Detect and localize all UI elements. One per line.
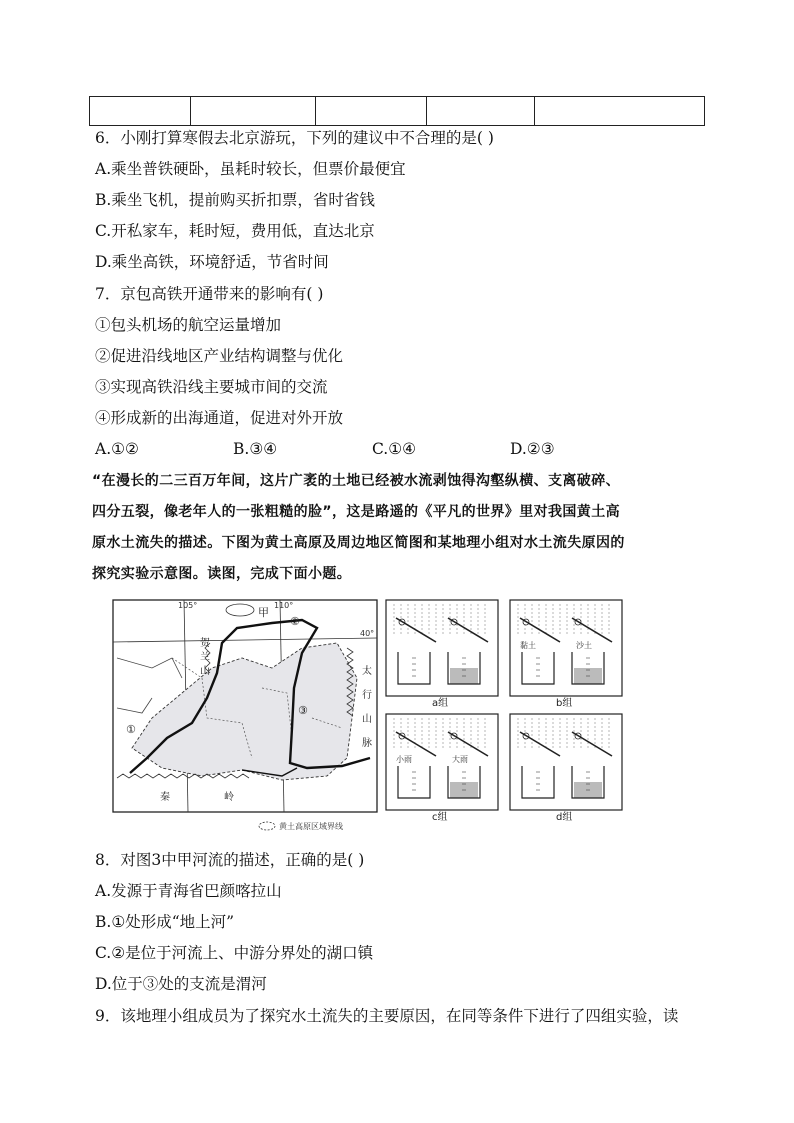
table-cell	[316, 97, 427, 126]
q7-option-a: A.①②	[95, 440, 139, 458]
experiment-1-group-label: a组	[432, 698, 449, 709]
q7-item-3: ③实现高铁沿线主要城市间的交流	[95, 378, 328, 396]
q8-stem: 8．对图3中甲河流的描述，正确的是( )	[95, 851, 365, 869]
map-mark-3: ③	[298, 704, 308, 717]
legend-label: 黄土高原区域界线	[279, 822, 343, 831]
map-mark-2: ②	[290, 615, 300, 628]
q6-option-d: D.乘坐高铁，环境舒适，节省时间	[95, 253, 329, 271]
experiment-panel-2	[510, 600, 622, 709]
map-mark-1: ①	[126, 723, 136, 736]
q7-item-4: ④形成新的出海通道，促进对外开放	[95, 409, 344, 427]
mountain-qinling-1: 秦	[160, 792, 170, 803]
loess-plateau-figure	[112, 598, 704, 838]
mountain-taihang-3: 山	[362, 714, 372, 725]
q8-option-c: C.②是位于河流上、中游分界处的湖口镇	[95, 944, 374, 962]
experiment-4-group-label: d组	[556, 812, 573, 823]
loess-plateau-map	[113, 600, 377, 831]
experiment-3-right-label: 大雨	[452, 755, 468, 764]
q6-option-a: A.乘坐普铁硬卧，虽耗时较长，但票价最便宜	[95, 160, 406, 178]
experiment-3-group-label: c组	[432, 812, 448, 823]
passage-line-2: 四分五裂，像老年人的一张粗糙的脸”，这是路遥的《平凡的世界》里对我国黄土高	[92, 504, 620, 520]
passage-line-1: “在漫长的二三百万年间，这片广袤的土地已经被水流剥蚀得沟壑纵横、支离破碎、	[92, 473, 620, 489]
q6-stem: 6．小刚打算寒假去北京游玩，下列的建议中不合理的是( )	[95, 129, 494, 147]
mountain-taihang-1: 太	[362, 666, 372, 677]
q7-item-2: ②促进沿线地区产业结构调整与优化	[95, 347, 344, 365]
mountain-helan-2: 兰	[200, 652, 210, 663]
q9-stem: 9．该地理小组成员为了探究水土流失的主要原因，在同等条件下进行了四组实验，读	[95, 1007, 679, 1025]
passage-line-4: 探究实验示意图。读图，完成下面小题。	[92, 566, 352, 582]
table-cell	[90, 97, 191, 126]
q8-option-d: D.位于③处的支流是渭河	[95, 975, 267, 993]
experiment-panels	[386, 600, 622, 823]
q7-option-c: C.①④	[372, 440, 417, 458]
q7-option-b: B.③④	[233, 440, 278, 458]
experiment-3-left-label: 小雨	[396, 755, 412, 764]
experiment-panel-4	[510, 714, 622, 823]
experiment-panel-3	[386, 714, 498, 823]
experiment-2-group-label: b组	[556, 698, 573, 709]
longitude-105-label: 105°	[178, 601, 198, 610]
q7-options	[95, 439, 695, 459]
latitude-40-label: 40°	[360, 629, 375, 638]
q6-option-c: C.开私家车，耗时短，费用低，直达北京	[95, 222, 375, 240]
mountain-taihang-2: 行	[362, 690, 372, 701]
experiment-2-left-label: 黏土	[520, 641, 536, 650]
table-cell	[427, 97, 535, 126]
mountain-helan-1: 贺	[200, 638, 210, 649]
mountain-helan-3: 山	[200, 666, 210, 677]
q8-option-a: A.发源于青海省巴颜喀拉山	[95, 882, 282, 900]
q7-option-d: D.②③	[510, 440, 555, 458]
mountain-taihang-4: 脉	[362, 738, 372, 749]
q7-item-1: ①包头机场的航空运量增加	[95, 316, 282, 334]
mountain-qinling-2: 岭	[224, 792, 234, 803]
river-jia-label: 甲	[258, 606, 269, 619]
q7-stem: 7．京包高铁开通带来的影响有( )	[95, 285, 324, 303]
table-cell	[191, 97, 316, 126]
table-cell	[535, 97, 705, 126]
q8-option-b: B.①处形成“地上河”	[95, 913, 235, 931]
longitude-110-label: 110°	[274, 601, 294, 610]
q6-option-b: B.乘坐飞机，提前购买折扣票，省时省钱	[95, 191, 375, 209]
table-row	[90, 97, 705, 126]
answer-table	[89, 96, 705, 126]
experiment-panel-1	[386, 600, 498, 709]
experiment-2-right-label: 沙土	[576, 641, 592, 650]
passage-line-3: 原水土流失的描述。下图为黄土高原及周边地区简图和某地理小组对水土流失原因的	[92, 535, 625, 551]
